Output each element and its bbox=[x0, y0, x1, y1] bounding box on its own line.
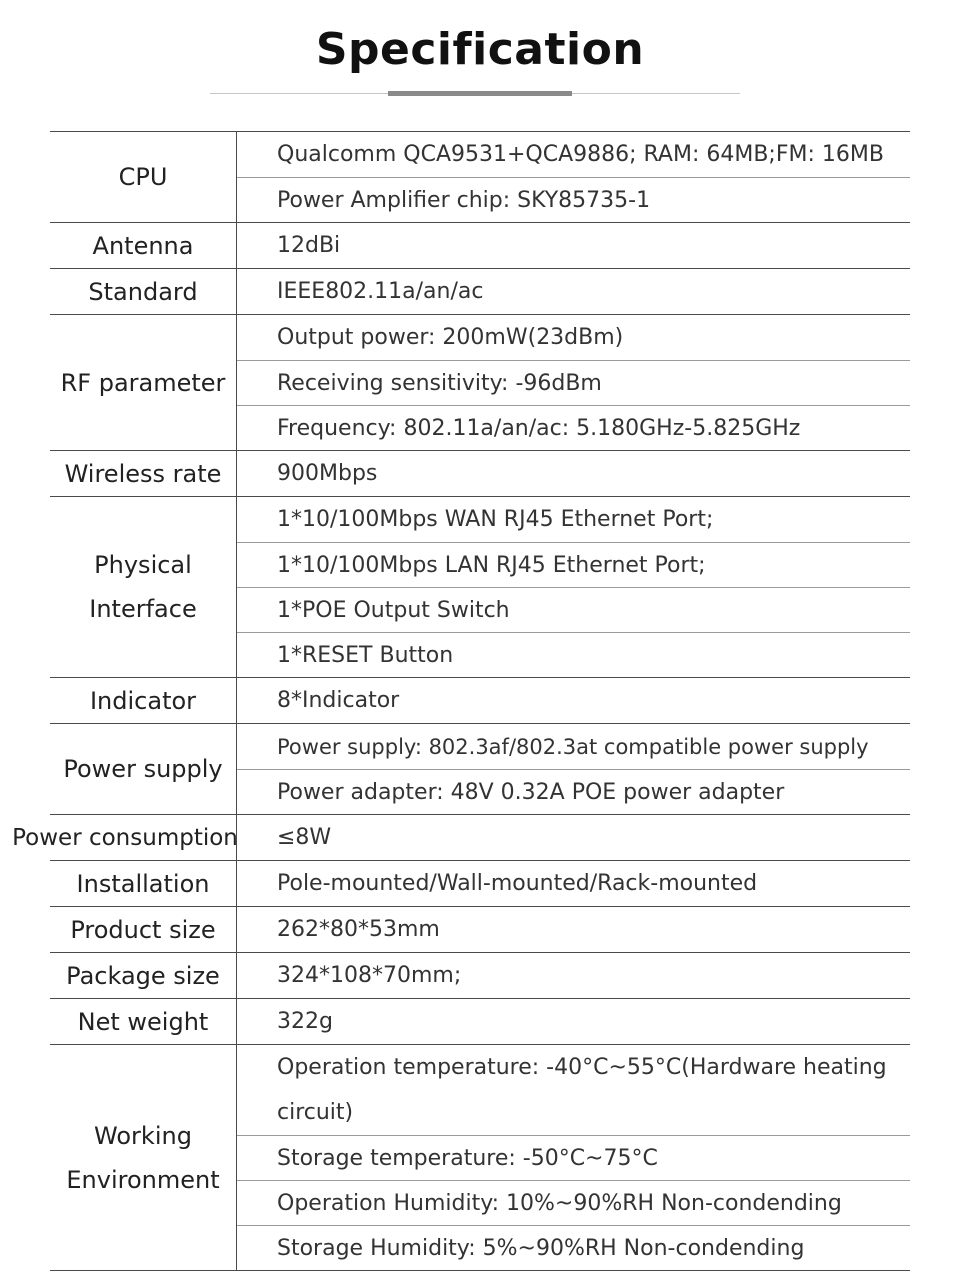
spec-values bbox=[237, 999, 910, 1044]
spec-value: 324*108*70mm; bbox=[277, 963, 462, 988]
spec-row-rf-parameter bbox=[50, 315, 910, 451]
spec-label: Power consumption bbox=[12, 824, 238, 851]
spec-value: 1*POE Output Switch bbox=[237, 587, 910, 632]
spec-row-product-size bbox=[50, 907, 910, 953]
spec-label: Power supply bbox=[50, 724, 237, 814]
spec-value: Operation Humidity: 10%~90%RH Non-condending bbox=[237, 1180, 910, 1225]
spec-values bbox=[237, 953, 910, 998]
spec-values bbox=[237, 132, 910, 222]
spec-row-net-weight bbox=[50, 999, 910, 1045]
spec-values bbox=[237, 724, 910, 814]
spec-value: Pole-mounted/Wall-mounted/Rack-mounted bbox=[277, 871, 758, 896]
spec-values bbox=[237, 861, 910, 906]
spec-value: Storage Humidity: 5%~90%RH Non-condending bbox=[237, 1225, 910, 1270]
spec-values bbox=[237, 1045, 910, 1270]
spec-label: Package size bbox=[50, 953, 237, 998]
spec-row-antenna bbox=[50, 223, 910, 269]
spec-value: Storage temperature: -50°C~75°C bbox=[237, 1135, 910, 1180]
spec-value: ≤8W bbox=[277, 825, 332, 850]
spec-label: Installation bbox=[50, 861, 237, 906]
spec-label: Standard bbox=[50, 269, 237, 314]
spec-label: CPU bbox=[50, 132, 237, 222]
spec-value: IEEE802.11a/an/ac bbox=[277, 279, 484, 304]
spec-row-standard bbox=[50, 269, 910, 315]
spec-label: Net weight bbox=[50, 999, 237, 1044]
spec-label: Physical Interface bbox=[50, 497, 237, 677]
spec-label: Wireless rate bbox=[50, 451, 237, 496]
spec-row-package-size bbox=[50, 953, 910, 999]
spec-row-cpu bbox=[50, 131, 910, 223]
spec-value: Power Amplifier chip: SKY85735-1 bbox=[237, 177, 910, 222]
spec-value: 8*Indicator bbox=[277, 688, 400, 713]
spec-label-wrap bbox=[12, 815, 238, 860]
page-title: Specification bbox=[315, 24, 645, 75]
spec-value: Frequency: 802.11a/an/ac: 5.180GHz-5.825GHz bbox=[237, 405, 910, 450]
spec-label: Working Environment bbox=[50, 1045, 237, 1270]
spec-label: Indicator bbox=[50, 678, 237, 723]
spec-values bbox=[237, 315, 910, 450]
spec-row-indicator bbox=[50, 678, 910, 724]
spec-row-power-consumption bbox=[12, 815, 910, 861]
spec-table bbox=[12, 131, 910, 1271]
spec-value: Receiving sensitivity: -96dBm bbox=[237, 360, 910, 405]
spec-value: Output power: 200mW(23dBm) bbox=[277, 325, 624, 350]
spec-row-working-environment bbox=[50, 1045, 910, 1271]
spec-value: Qualcomm QCA9531+QCA9886; RAM: 64MB;FM: 16MB bbox=[277, 142, 884, 167]
spec-values bbox=[237, 815, 910, 860]
spec-label: Antenna bbox=[50, 223, 237, 268]
spec-label: RF parameter bbox=[50, 315, 237, 450]
spec-row-power-supply bbox=[50, 724, 910, 815]
spec-value: 900Mbps bbox=[277, 461, 378, 486]
title-accent-bar bbox=[388, 91, 572, 96]
spec-value: 12dBi bbox=[277, 233, 341, 258]
spec-values bbox=[237, 497, 910, 677]
spec-values bbox=[237, 678, 910, 723]
spec-row-installation bbox=[50, 861, 910, 907]
spec-value: Power adapter: 48V 0.32A POE power adapter bbox=[237, 769, 910, 814]
spec-value: 1*10/100Mbps WAN RJ45 Ethernet Port; bbox=[277, 507, 714, 532]
spec-row-physical-interface bbox=[50, 497, 910, 678]
spec-values bbox=[237, 451, 910, 496]
spec-value: Power supply: 802.3af/802.3at compatible power supply bbox=[277, 734, 869, 759]
spec-value: 1*10/100Mbps LAN RJ45 Ethernet Port; bbox=[237, 542, 910, 587]
spec-values bbox=[237, 269, 910, 314]
spec-value: 322g bbox=[277, 1009, 333, 1034]
spec-values bbox=[237, 223, 910, 268]
spec-value: 262*80*53mm bbox=[277, 917, 440, 942]
spec-values bbox=[237, 907, 910, 952]
spec-row-wireless-rate bbox=[50, 451, 910, 497]
spec-value: Operation temperature: -40°C~55°C(Hardware heating circuit) bbox=[277, 1055, 887, 1125]
spec-label: Product size bbox=[50, 907, 237, 952]
spec-value: 1*RESET Button bbox=[237, 632, 910, 677]
